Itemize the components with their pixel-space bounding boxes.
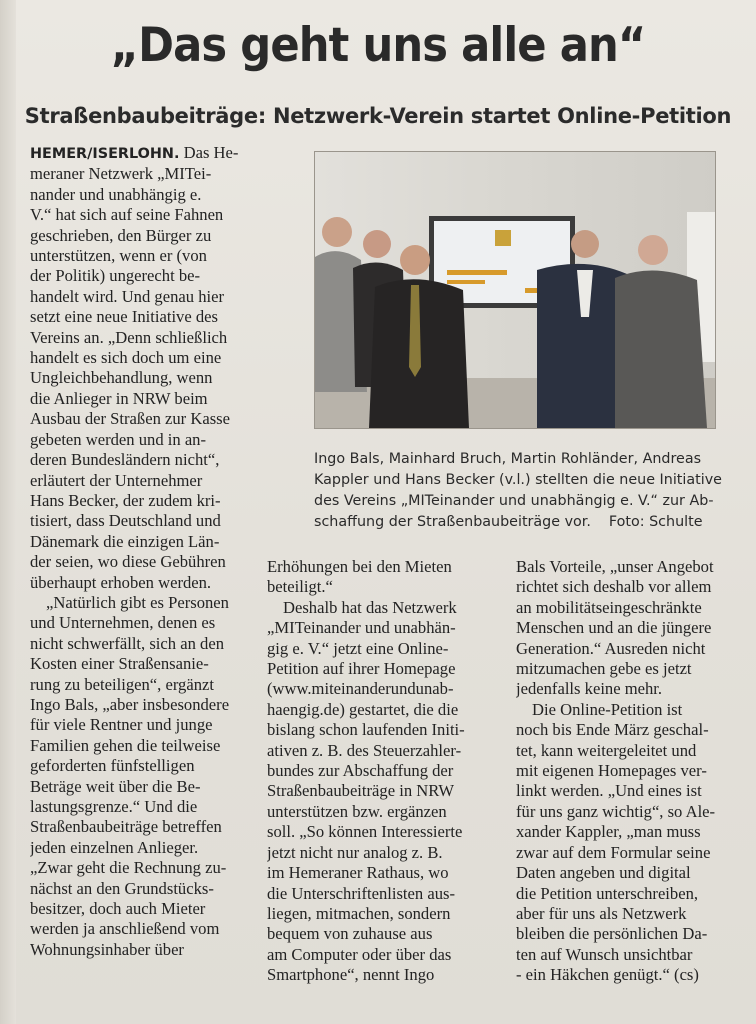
text-line: HEMER/ISERLOHN. Das He- bbox=[30, 143, 239, 162]
text-line: meraner Netzwerk „MITei- bbox=[30, 164, 212, 184]
caption-line: Ingo Bals, Mainhard Bruch, Martin Rohländer, Andreas bbox=[314, 451, 702, 467]
text-line: bequem von zuhause aus bbox=[267, 924, 433, 944]
text-line: (www.miteinanderundunab- bbox=[267, 679, 454, 699]
text-line: Deshalb hat das Netzwerk bbox=[283, 597, 457, 617]
text-line: lastungsgrenze.“ Und die bbox=[30, 797, 198, 816]
text-line: besitzer, doch auch Mieter bbox=[30, 899, 206, 919]
text-line: Vereins an. „Denn schließlich bbox=[30, 327, 228, 347]
article-photo bbox=[314, 151, 716, 429]
text-line: rung zu beteiligen“, ergänzt bbox=[30, 674, 214, 694]
text-line: an mobilitätseingeschränkte bbox=[516, 597, 702, 617]
text-line: „Natürlich gibt es Personen bbox=[46, 592, 229, 612]
caption-line: des Vereins „MITeinander und unabhängig e. V.“ zur Ab- bbox=[314, 493, 714, 509]
text-line: Erhöhungen bei den Mieten bbox=[267, 557, 452, 576]
article-headline: „Das geht uns alle an“ bbox=[110, 18, 646, 73]
text-line: Die Online-Petition ist bbox=[532, 699, 683, 719]
text-line: gig e. V.“ jetzt eine Online- bbox=[267, 638, 449, 658]
text-line: nicht schwerfällt, sich an den bbox=[30, 633, 224, 653]
text-line: Hans Becker, der zudem kri- bbox=[30, 490, 221, 510]
text-line: beteiligt.“ bbox=[267, 577, 333, 597]
text-line: im Hemeraner Rathaus, wo bbox=[267, 863, 449, 883]
text-line: mitzumachen gebe es jetzt bbox=[516, 659, 692, 679]
text-line: Bals Vorteile, „unser Angebot bbox=[516, 557, 714, 576]
text-line: erläutert der Unternehmer bbox=[30, 470, 203, 490]
text-line: nächst an den Grundstücks- bbox=[30, 878, 214, 898]
text-line: die Unterschriftenlisten aus- bbox=[267, 883, 456, 903]
text-line: xander Kappler, „man muss bbox=[516, 822, 701, 842]
text-line: unterstützen bzw. ergänzen bbox=[267, 801, 447, 821]
text-line: nander und unabhängig e. bbox=[30, 184, 202, 204]
text-line: ten auf Wunsch unsichtbar bbox=[516, 944, 693, 964]
adjacent-page-edge bbox=[0, 0, 16, 1024]
text-line: tisiert, dass Deutschland und bbox=[30, 511, 221, 531]
photo-screen-bar bbox=[447, 270, 507, 275]
photo-scene bbox=[315, 152, 715, 428]
text-line: Menschen und an die jüngere bbox=[516, 618, 712, 638]
article-column-3 bbox=[516, 557, 744, 986]
article-column-2 bbox=[267, 557, 509, 986]
text-line: die Petition unterschreiben, bbox=[516, 883, 699, 903]
text-line: bundes zur Abschaffung der bbox=[267, 761, 454, 781]
photo-screen-bar bbox=[447, 280, 485, 284]
text-line: tet, kann weitergeleitet und bbox=[516, 740, 697, 760]
text-line: richtet sich deshalb vor allem bbox=[516, 577, 712, 597]
text-line: deren Bundesländern nicht“, bbox=[30, 450, 220, 470]
text-line: für uns ganz wichtig“, so Ale- bbox=[516, 801, 716, 821]
text-line: Wohnungsinhaber über bbox=[30, 939, 184, 959]
text-line: jedenfalls keine mehr. bbox=[516, 679, 663, 699]
text-line: handelt es sich doch um eine bbox=[30, 348, 222, 368]
text-line: - ein Häkchen genügt.“ (cs) bbox=[516, 965, 699, 985]
text-line: mit eigenen Homepages ver- bbox=[516, 761, 707, 781]
text-line: setzt eine neue Initiative des bbox=[30, 307, 218, 327]
text-line: ativen z. B. des Steuerzahler- bbox=[267, 740, 462, 760]
article-subheadline: Straßenbaubeiträge: Netzwerk-Verein startet Online-Petition bbox=[24, 104, 732, 128]
text-line: Smartphone“, nennt Ingo bbox=[267, 965, 435, 985]
text-line: Petition auf ihrer Homepage bbox=[267, 659, 456, 679]
text-line: überhaupt erhoben werden. bbox=[30, 572, 212, 592]
text-line: Ingo Bals, „aber insbesondere bbox=[30, 694, 230, 714]
photo-caption bbox=[314, 449, 744, 533]
photo-screen-logo bbox=[495, 230, 511, 246]
photo-credit: Foto: Schulte bbox=[608, 514, 703, 530]
text-line: jetzt nicht nur analog z. B. bbox=[267, 842, 443, 862]
text-line: geforderten fünfstelligen bbox=[30, 756, 195, 776]
text-line: geschrieben, den Bürger zu bbox=[30, 225, 212, 245]
text-line: Straßenbaubeiträge in NRW bbox=[267, 781, 455, 801]
dateline: HEMER/ISERLOHN. bbox=[30, 146, 180, 162]
text-line: Familien gehen die teilweise bbox=[30, 735, 221, 755]
text-line: Generation.“ Ausreden nicht bbox=[516, 638, 706, 658]
text-line: Ungleichbehandlung, wenn bbox=[30, 368, 213, 388]
caption-line: schaffung der Straßenbaubeiträge vor. Foto: Schulte bbox=[314, 514, 703, 530]
text-line: „MITeinander und unabhän- bbox=[267, 618, 456, 638]
text-line: liegen, mitmachen, sondern bbox=[267, 903, 451, 923]
article-column-1 bbox=[30, 143, 262, 960]
text-line: soll. „So können Interessierte bbox=[267, 822, 463, 842]
text-line: und Unternehmen, denen es bbox=[30, 613, 216, 633]
text-line: Daten angeben und digital bbox=[516, 863, 691, 883]
caption-line: Kappler und Hans Becker (v.l.) stellten die neue Initiative bbox=[314, 472, 722, 488]
text-line: Ausbau der Straßen zur Kasse bbox=[30, 409, 230, 429]
text-line: bleiben die persönlichen Da- bbox=[516, 924, 708, 944]
text-line: zwar auf dem Formular seine bbox=[516, 842, 711, 862]
text-line: der Politik) ungerecht be- bbox=[30, 266, 201, 286]
text-line: „Zwar geht die Rechnung zu- bbox=[30, 858, 227, 878]
text-line: linkt werden. „Und eines ist bbox=[516, 781, 702, 801]
text-line: Dänemark die einzigen Län- bbox=[30, 531, 220, 551]
text-line: Beträge weit über die Be- bbox=[30, 776, 201, 796]
text-line: der seien, wo diese Gebühren bbox=[30, 552, 226, 572]
text-line: unterstützen, wenn er (von bbox=[30, 246, 207, 266]
text-line: Kosten einer Straßensanie- bbox=[30, 654, 209, 674]
text-line: V.“ hat sich auf seine Fahnen bbox=[30, 205, 224, 225]
text-line: am Computer oder über das bbox=[267, 944, 452, 964]
text-line: gebeten werden und in an- bbox=[30, 429, 207, 449]
text-line: aber für uns als Netzwerk bbox=[516, 903, 687, 923]
text-line: jeden einzelnen Anlieger. bbox=[30, 837, 199, 857]
text-line: haengig.de) gestartet, die die bbox=[267, 699, 459, 719]
text-line: Straßenbaubeiträge betreffen bbox=[30, 817, 222, 837]
text-line: die Anlieger in NRW beim bbox=[30, 388, 208, 408]
text-line: noch bis Ende März geschal- bbox=[516, 720, 709, 740]
text-line: für viele Rentner und junge bbox=[30, 715, 213, 735]
text-line: handelt wird. Und genau hier bbox=[30, 286, 224, 306]
text-line: bislang schon laufenden Initi- bbox=[267, 720, 465, 740]
text-line: werden ja anschließend vom bbox=[30, 919, 220, 939]
